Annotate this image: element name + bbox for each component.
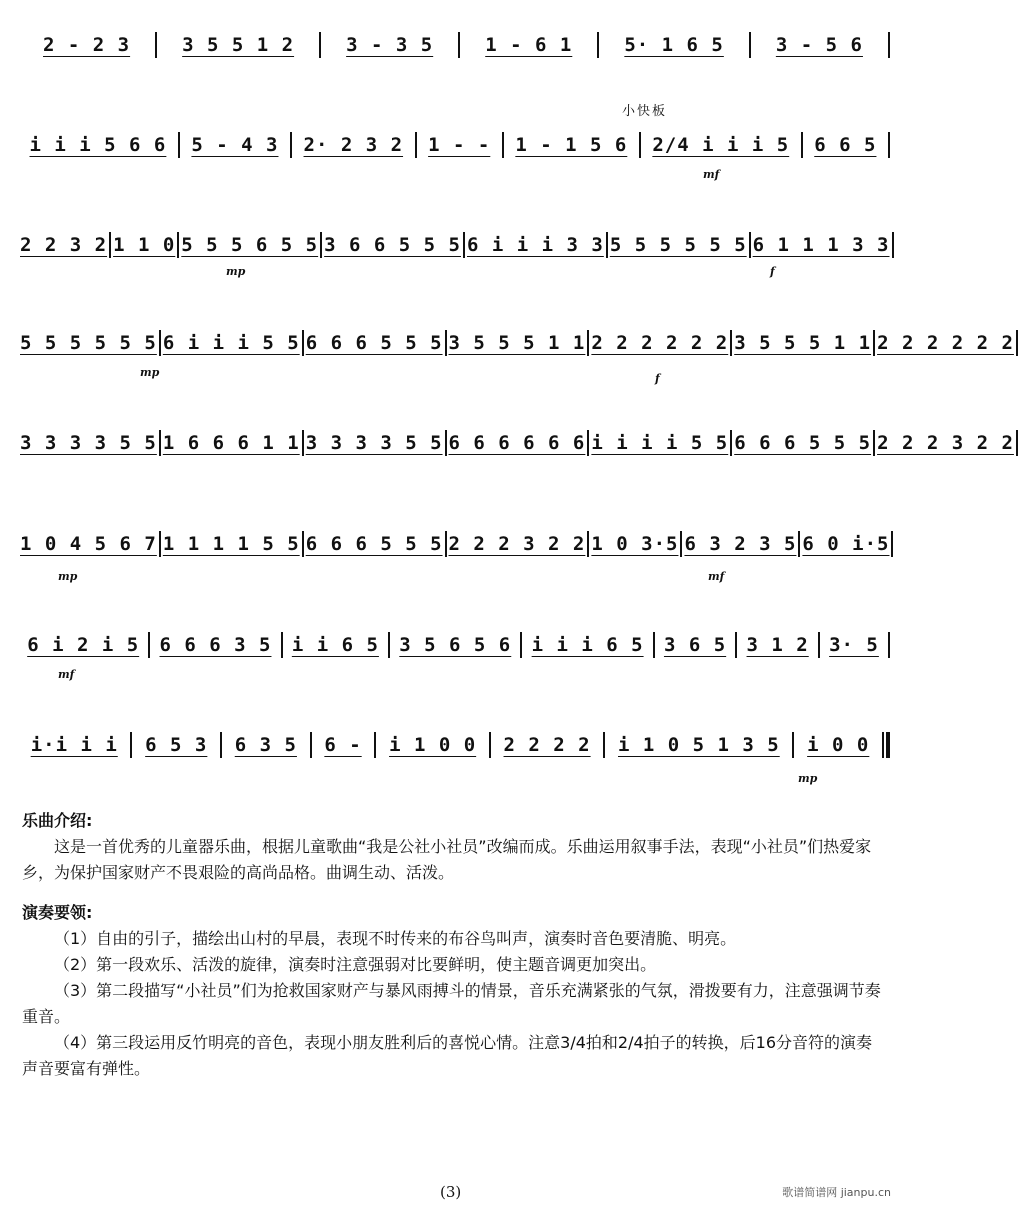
measure: 6 3 2 3 5 xyxy=(684,532,797,555)
measure: i i i 5 6 6 xyxy=(29,133,167,156)
measure: i 0 0 xyxy=(807,733,870,756)
measure: 2· 2 3 2 xyxy=(303,133,404,156)
measure: 6 3 5 xyxy=(234,733,297,756)
barline xyxy=(888,632,890,658)
tip-4: （4）第三段运用反竹明亮的音色，表现小朋友胜利后的喜悦心情。注意3/4拍和2/4拍子的转换，后16分音符的演奏声音要富有弹性。 xyxy=(22,1033,873,1078)
score-line xyxy=(18,323,1014,363)
tip-1: （1）自由的引子，描绘出山村的早晨，表现不时传来的布谷鸟叫声，演奏时音色要清脆、明亮。 xyxy=(54,929,737,948)
score-line xyxy=(18,25,890,65)
measure: 2 2 2 3 2 2 xyxy=(448,532,586,555)
measure: 2 2 2 2 2 2 xyxy=(591,331,729,354)
measure: 6 6 5 xyxy=(814,133,877,156)
measure: 1 - - xyxy=(428,133,491,156)
tips-heading: 演奏要领: xyxy=(22,903,93,922)
tip-3: （3）第二段描写“小社员”们为抢救国家财产与暴风雨搏斗的情景，音乐充满紧张的气氛，滑拨要有力，注意强调节奏重音。 xyxy=(22,981,881,1026)
measure: 6 i i i 5 5 xyxy=(162,331,300,354)
measure: 3 5 5 5 1 1 xyxy=(448,331,586,354)
measure: 1 0 4 5 6 7 xyxy=(20,532,157,555)
measure: 6 6 6 5 5 5 xyxy=(734,431,872,454)
measure: 3 - 5 6 xyxy=(775,33,863,56)
tip-2: （2）第一段欢乐、活泼的旋律，演奏时注意强弱对比要鲜明，使主题音调更加突出。 xyxy=(54,955,657,974)
measure: 3 - 3 5 xyxy=(346,33,434,56)
measure: i·i i i xyxy=(30,733,118,756)
measure: 3 5 6 5 6 xyxy=(399,633,512,656)
measure: 1 - 1 5 6 xyxy=(515,133,628,156)
measure: 1 1 0 xyxy=(113,233,176,256)
barline xyxy=(891,531,893,557)
dynamic-marking: f xyxy=(770,265,775,278)
intro-heading: 乐曲介绍: xyxy=(22,811,93,830)
score-line xyxy=(18,725,890,765)
score-line xyxy=(18,524,890,564)
measure: 2 - 2 3 xyxy=(43,33,131,56)
measure: i 1 0 5 1 3 5 xyxy=(618,733,780,756)
measure: 3 3 3 3 5 5 xyxy=(305,431,443,454)
measure: 6 i i i 3 3 xyxy=(466,233,604,256)
measure: 6 - xyxy=(324,733,362,756)
measure: 3 1 2 xyxy=(746,633,809,656)
score-line xyxy=(18,125,890,165)
measure: 6 0 i·5 xyxy=(802,532,890,555)
measure: 3 3 3 3 5 5 xyxy=(20,431,157,454)
measure: i i 6 5 xyxy=(291,633,379,656)
measure: 3 5 5 1 2 xyxy=(182,33,295,56)
measure: 3· 5 xyxy=(829,633,879,656)
dynamic-marking: mp xyxy=(226,265,246,278)
measure: 2/4 i i i 5 xyxy=(652,133,790,156)
dynamic-marking: mp xyxy=(58,570,78,583)
dynamic-marking: mp xyxy=(140,366,160,379)
measure: 6 5 3 xyxy=(145,733,208,756)
measure: 2 2 2 3 2 2 xyxy=(877,431,1014,454)
score-line xyxy=(18,225,890,265)
measure: 1 6 6 6 1 1 xyxy=(162,431,300,454)
measure: 2 2 3 2 xyxy=(20,233,108,256)
measure: 1 0 3·5 xyxy=(591,532,679,555)
text-section xyxy=(22,808,888,1082)
measure: i i i 6 5 xyxy=(531,633,644,656)
measure: 5 - 4 3 xyxy=(191,133,279,156)
measure: 2 2 2 2 2 2 xyxy=(877,331,1014,354)
measure: i 1 0 0 xyxy=(389,733,477,756)
dynamic-marking: mf xyxy=(703,168,720,181)
measure: 5 5 5 6 5 5 xyxy=(181,233,319,256)
measure: 3 6 5 xyxy=(663,633,727,656)
measure: 6 6 6 5 5 5 xyxy=(305,331,443,354)
dynamic-marking: f xyxy=(655,372,660,385)
measure: 1 - 6 1 xyxy=(485,33,573,56)
measure: 5· 1 6 5 xyxy=(624,33,724,56)
measure: 6 6 6 6 6 6 xyxy=(448,431,586,454)
measure: 6 i 2 i 5 xyxy=(27,633,140,656)
page-number: (3) xyxy=(440,1183,462,1201)
dynamic-marking: mf xyxy=(58,668,75,681)
measure: 2 2 2 2 xyxy=(503,733,591,756)
measure: i i i i 5 5 xyxy=(591,431,729,454)
dynamic-marking: mf xyxy=(708,570,725,583)
dynamic-marking: mp xyxy=(798,772,818,785)
measure: 3 5 5 5 1 1 xyxy=(734,331,872,354)
measure: 6 1 1 1 3 3 xyxy=(752,233,890,256)
measure: 5 5 5 5 5 5 xyxy=(609,233,747,256)
measure: 6 6 6 3 5 xyxy=(159,633,272,656)
tempo-marking: 小快板 xyxy=(622,104,668,119)
measure: 5 5 5 5 5 5 xyxy=(20,331,157,354)
measure: 1 1 1 1 5 5 xyxy=(162,532,300,555)
barline xyxy=(888,32,890,58)
score-line xyxy=(18,423,1014,463)
barline xyxy=(882,732,890,758)
score-line xyxy=(18,625,890,665)
barline xyxy=(892,232,894,258)
intro-paragraph: 这是一首优秀的儿童器乐曲，根据儿童歌曲“我是公社小社员”改编而成。乐曲运用叙事手法，表现“小社员”们热爱家乡，为保护国家财产不畏艰险的高尚品格。曲调生动、活泼。 xyxy=(22,837,872,882)
barline xyxy=(888,132,890,158)
site-watermark: 歌谱简谱网 jianpu.cn xyxy=(782,1186,891,1199)
measure: 6 6 6 5 5 5 xyxy=(305,532,443,555)
measure: 3 6 6 5 5 5 xyxy=(324,233,461,256)
